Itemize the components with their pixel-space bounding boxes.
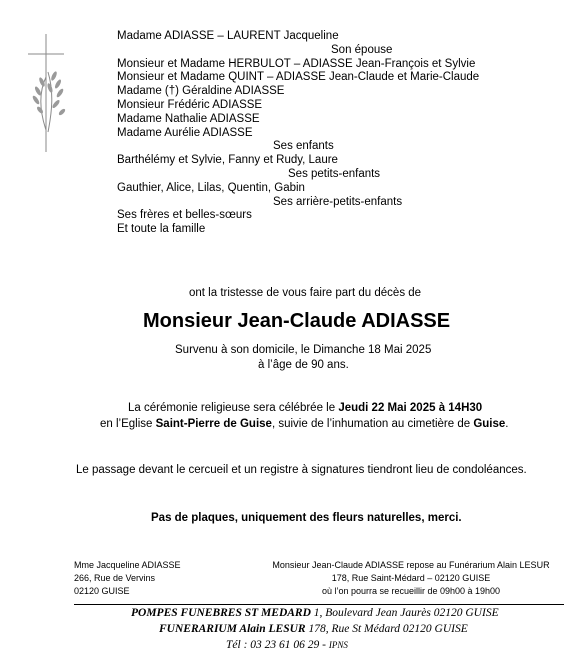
- ceremony-text: , suivie de l’inhumation au cimetière de: [271, 418, 474, 430]
- family-line: Barthélémy et Sylvie, Fanny et Rudy, Laure: [117, 154, 338, 167]
- visiting-hours: où l’on pourra se recueillir de 09h00 à 19h00: [321, 586, 501, 596]
- family-role-spouse: Son épouse: [331, 43, 393, 56]
- ipns-mark: IPNS: [328, 640, 348, 650]
- funeral-home-note: Monsieur Jean-Claude ADIASSE repose au Funérarium Alain LESUR: [272, 560, 550, 570]
- ceremony-line-1: [128, 402, 482, 414]
- family-line: Et toute la famille: [117, 223, 206, 236]
- family-line: Madame (†) Géraldine ADIASSE: [117, 85, 285, 98]
- death-date-line: Survenu à son domicile, le Dimanche 18 Mai 2025: [175, 344, 432, 356]
- ceremony-date: Jeudi 22 Mai 2025 à 14H30: [338, 402, 483, 414]
- family-line: Ses frères et belles-sœurs: [117, 209, 252, 222]
- family-role-great-grandchildren: Ses arrière-petits-enfants: [273, 195, 403, 208]
- age-line: à l’âge de 90 ans.: [258, 359, 349, 371]
- ceremony-text: La cérémonie religieuse sera célébrée le: [128, 402, 339, 414]
- contact-left: [74, 559, 181, 598]
- contact-right: [258, 559, 564, 598]
- funeral-company-address: 1, Boulevard Jean Jaurès 02120 GUISE: [310, 607, 499, 619]
- family-role-grandchildren: Ses petits-enfants: [288, 168, 381, 180]
- family-line: Madame Nathalie ADIASSE: [117, 112, 260, 125]
- family-role-children: Ses enfants: [273, 140, 334, 153]
- announcement-intro: ont la tristesse de vous faire part du décès de: [189, 287, 422, 299]
- contact-left-city: 02120 GUISE: [74, 586, 130, 596]
- family-line: Madame ADIASSE – LAURENT Jacqueline: [117, 30, 339, 42]
- funerarium-name: FUNERARIUM Alain LESUR: [159, 623, 306, 635]
- ceremony-text: .: [505, 418, 509, 430]
- family-line: Monsieur et Madame QUINT – ADIASSE Jean-Claude et Marie-Claude: [117, 71, 480, 84]
- contact-left-street: 266, Rue de Vervins: [74, 573, 156, 583]
- family-line: Monsieur Frédéric ADIASSE: [117, 99, 263, 111]
- family-line: Gauthier, Alice, Lilas, Quentin, Gabin: [117, 181, 305, 194]
- footer-line-1: [131, 607, 499, 619]
- ceremony-text: en l’Eglise: [100, 418, 156, 430]
- footer-phone: [226, 639, 348, 651]
- cross-with-wheat-icon: [24, 32, 80, 156]
- phone-number: Tél : 03 23 61 06 29 -: [226, 639, 329, 651]
- footer-divider: [74, 604, 564, 605]
- condolences-note: Le passage devant le cercueil et un registre à signatures tiendront lieu de condoléances.: [76, 464, 527, 476]
- contact-left-name: Mme Jacqueline ADIASSE: [74, 560, 181, 570]
- cemetery-town: Guise: [473, 418, 506, 430]
- funeral-home-address: 178, Rue Saint-Médard – 02120 GUISE: [331, 573, 491, 583]
- ceremony-line-2: [100, 418, 508, 430]
- flowers-note: Pas de plaques, uniquement des fleurs naturelles, merci.: [151, 512, 462, 524]
- family-line: Madame Aurélie ADIASSE: [117, 126, 253, 139]
- funerarium-address: 178, Rue St Médard 02120 GUISE: [305, 623, 468, 635]
- footer-line-2: [159, 623, 468, 635]
- funeral-company-name: POMPES FUNEBRES ST MEDARD: [131, 607, 311, 619]
- family-line: Monsieur et Madame HERBULOT – ADIASSE Jean-François et Sylvie: [117, 57, 476, 70]
- church-name: Saint-Pierre de Guise: [155, 418, 272, 430]
- deceased-name: Monsieur Jean-Claude ADIASSE: [143, 310, 451, 332]
